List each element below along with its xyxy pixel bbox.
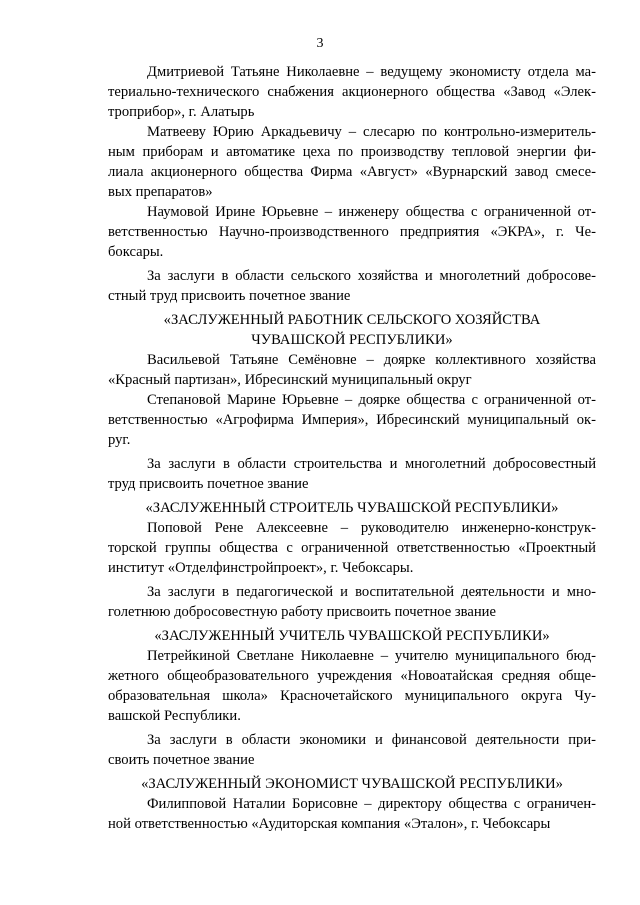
text-line: Матвееву Юрию Аркадьевичу – слесарю по контрольно-измеритель- <box>147 124 596 140</box>
text-line: руг. <box>108 432 131 448</box>
text-line: Васильевой Татьяне Семёновне – доярке коллективного хозяйства <box>147 352 596 368</box>
text-line: Наумовой Ирине Юрьевне – инженеру общества с ограниченной от- <box>147 204 596 220</box>
text-line: За заслуги в области экономики и финансовой деятельности при- <box>147 732 596 748</box>
text-line: ветственностью «Агрофирма Империя», Ибресинский муниципальный ок- <box>108 412 596 428</box>
text-line: ветственностью Научно-производственного предприятия «ЭКРА», г. Че- <box>108 224 596 240</box>
text-line: голетнюю добросовестную работу присвоить почетное звание <box>108 604 496 620</box>
text-line: Степановой Марине Юрьевне – доярке общества с ограниченной от- <box>147 392 596 408</box>
text-line: труд присвоить почетное звание <box>108 476 309 492</box>
text-line: Дмитриевой Татьяне Николаевне – ведущему экономисту отдела ма- <box>147 64 596 80</box>
text-line: институт «Отделфинстройпроект», г. Чебоксары. <box>108 560 414 576</box>
award-title: «ЗАСЛУЖЕННЫЙ РАБОТНИК СЕЛЬСКОГО ХОЗЯЙСТВА <box>163 312 541 328</box>
text-line: Филипповой Наталии Борисовне – директору общества с ограничен- <box>147 796 596 812</box>
text-line: териально-технического снабжения акционерного общества «Завод «Элек- <box>108 84 596 100</box>
text-line: Петрейкиной Светлане Николаевне – учителю муниципального бюд- <box>147 648 596 664</box>
award-title: «ЗАСЛУЖЕННЫЙ УЧИТЕЛЬ ЧУВАШСКОЙ РЕСПУБЛИКИ» <box>154 628 550 644</box>
text-line: боксары. <box>108 244 164 260</box>
text-line: вашской Республики. <box>108 708 241 724</box>
text-line: Поповой Рене Алексеевне – руководителю инженерно-конструк- <box>147 520 596 536</box>
text-line: своить почетное звание <box>108 752 255 768</box>
text-line: троприбор», г. Алатырь <box>108 104 255 120</box>
text-line: За заслуги в педагогической и воспитательной деятельности и мно- <box>147 584 596 600</box>
text-line: ной ответственностью «Аудиторская компания «Эталон», г. Чебоксары <box>108 816 551 832</box>
text-line: «Красный партизан», Ибресинский муниципальный округ <box>108 372 472 388</box>
text-line: вых препаратов» <box>108 184 213 200</box>
text-line: жетного общеобразовательного учреждения «Новоатайская средняя обще- <box>108 668 596 684</box>
award-title: ЧУВАШСКОЙ РЕСПУБЛИКИ» <box>251 332 453 348</box>
text-line: За заслуги в области строительства и многолетний добросовестный <box>147 456 596 472</box>
text-line: торской группы общества с ограниченной ответственностью «Проектный <box>108 540 596 556</box>
text-line: стный труд присвоить почетное звание <box>108 288 351 304</box>
award-title: «ЗАСЛУЖЕННЫЙ СТРОИТЕЛЬ ЧУВАШСКОЙ РЕСПУБЛИКИ» <box>145 500 559 516</box>
text-line: ным приборам и автоматике цеха по производству тепловой энергии фи- <box>108 144 596 160</box>
award-title: «ЗАСЛУЖЕННЫЙ ЭКОНОМИСТ ЧУВАШСКОЙ РЕСПУБЛИКИ» <box>141 776 563 792</box>
text-line: За заслуги в области сельского хозяйства и многолетний добросове- <box>147 268 596 284</box>
text-line: лиала акционерного общества Фирма «Август» «Вурнарский завод смесе- <box>108 164 596 180</box>
text-line: образовательная школа» Красночетайского муниципального округа Чу- <box>108 688 596 704</box>
page-number: 3 <box>316 36 324 51</box>
